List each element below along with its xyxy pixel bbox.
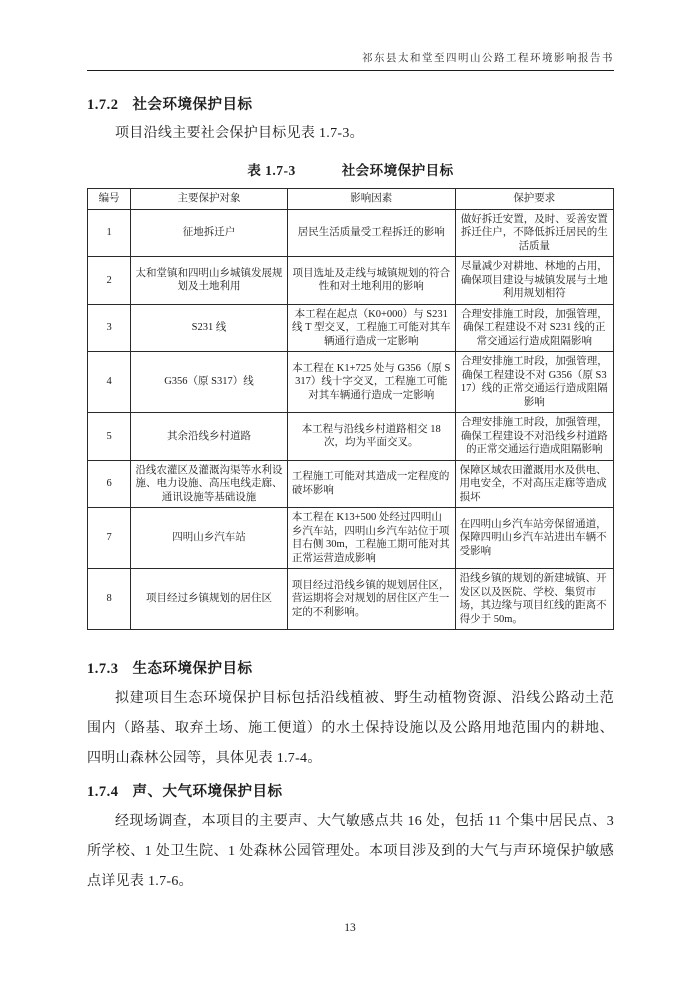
table-row [88,413,614,461]
table-cell: 沿线乡镇的规划的新建城镇、开发区以及医院、学校、集贸市场，其边缘与项目红线的距离不得少于 50m。 [455,569,613,630]
table-cell: 项目经过沿线乡镇的规划居住区，营运期将会对规划的居住区产生一定的不利影响。 [287,569,455,630]
table-cell: 保障区域农田灌溉用水及供电、用电安全，不对高压走廊等造成损坏 [455,460,613,508]
table-row [88,352,614,413]
table-cell: 本工程与沿线乡村道路相交 18 次，均为平面交叉。 [287,413,455,461]
table-row [88,460,614,508]
section-title: 声、大气环境保护目标 [132,784,283,800]
table-caption-label: 表 1.7-3 [247,163,296,178]
running-header-title: 祁东县太和堂至四明山公路工程环境影响报告书 [87,50,614,71]
table-cell: 太和堂镇和四明山乡城镇发展规划及土地利用 [131,257,288,305]
section-heading-1-7-2 [87,93,614,114]
table-cell: 3 [88,304,131,352]
table-cell: 四明山乡汽车站 [131,508,288,569]
table-cell: 居民生活质量受工程拆迁的影响 [287,209,455,257]
table-row [88,304,614,352]
table-cell: S231 线 [131,304,288,352]
table-header-row [88,189,614,210]
section-title: 生态环境保护目标 [132,661,253,677]
table-cell: 8 [88,569,131,630]
table-cell: 本工程在起点（K0+000）与 S231 线 T 型交叉，工程施工可能对其车辆通行造成一定影响 [287,304,455,352]
table-caption-title: 社会环境保护目标 [341,163,454,178]
section-heading-1-7-4 [87,780,614,801]
col-header-object: 主要保护对象 [131,189,288,210]
table-cell: 征地拆迁户 [131,209,288,257]
page-number: 13 [344,922,356,934]
table-cell: 在四明山乡汽车站旁保留通道，保障四明山乡汽车站进出车辆不受影响 [455,508,613,569]
table-cell: 项目选址及走线与城镇规划的符合性和对土地利用的影响 [287,257,455,305]
section-number: 1.7.4 [87,784,119,800]
section-paragraph-1-7-4: 经现场调查，本项目的主要声、大气敏感点共 16 处，包括 11 个集中居民点、3 所学校、1 处卫生院、1 处森林公园管理处。本项目涉及到的大气与声环境保护敏感点详见表 1.7-6。 [87,814,614,889]
table-row [88,257,614,305]
table-caption [87,159,614,179]
table-cell: 工程施工可能对其造成一定程度的破坏影响 [287,460,455,508]
table-cell: 2 [88,257,131,305]
table-cell: 1 [88,209,131,257]
section-heading-1-7-3 [87,657,614,678]
col-header-requirement: 保护要求 [455,189,613,210]
table-cell: 其余沿线乡村道路 [131,413,288,461]
table-cell: 做好拆迁安置，及时、妥善安置拆迁住户，不降低拆迁居民的生活质量 [455,209,613,257]
social-protection-table [87,188,614,630]
table-cell: 6 [88,460,131,508]
section-number: 1.7.3 [87,661,119,677]
table-cell: 沿线农灌区及灌溉沟渠等水利设施、电力设施、高压电线走廊、通讯设施等基础设施 [131,460,288,508]
table-cell: 合理安排施工时段，加强管理，确保工程建设不对 S231 线的正常交通运行造成阻隔影响 [455,304,613,352]
table-cell: 4 [88,352,131,413]
table-cell: G356（原 S317）线 [131,352,288,413]
table-row [88,209,614,257]
col-header-number: 编号 [88,189,131,210]
table-cell: 合理安排施工时段，加强管理，确保工程建设不对 G356（原 S317）线的正常交通运行造成阻隔影响 [455,352,613,413]
table-cell: 尽量减少对耕地、林地的占用，确保项目建设与城镇发展与土地利用规划相符 [455,257,613,305]
table-cell: 项目经过乡镇规划的居住区 [131,569,288,630]
table-cell: 本工程在 K13+500 处经过四明山乡汽车站，四明山乡汽车站位于项目右侧 30m，工程施工期可能对其正常运营造成影响 [287,508,455,569]
table-row [88,508,614,569]
intro-paragraph: 项目沿线主要社会保护目标见表 1.7-3。 [115,126,364,141]
section-paragraph-1-7-3: 拟建项目生态环境保护目标包括沿线植被、野生动植物资源、沿线公路动土范围内（路基、取弃土场、施工便道）的水土保持设施以及公路用地范围内的耕地、四明山森林公园等，具体见表 1.7-4。 [87,691,614,766]
section-number: 1.7.2 [87,97,119,113]
col-header-factor: 影响因素 [287,189,455,210]
table-cell: 7 [88,508,131,569]
table-row [88,569,614,630]
table-cell: 本工程在 K1+725 处与 G356（原 S317）线十字交叉，工程施工可能对其车辆通行造成一定影响 [287,352,455,413]
table-cell: 合理安排施工时段，加强管理，确保工程建设不对沿线乡村道路的正常交通运行造成阻隔影响 [455,413,613,461]
section-title: 社会环境保护目标 [132,97,253,113]
table-cell: 5 [88,413,131,461]
